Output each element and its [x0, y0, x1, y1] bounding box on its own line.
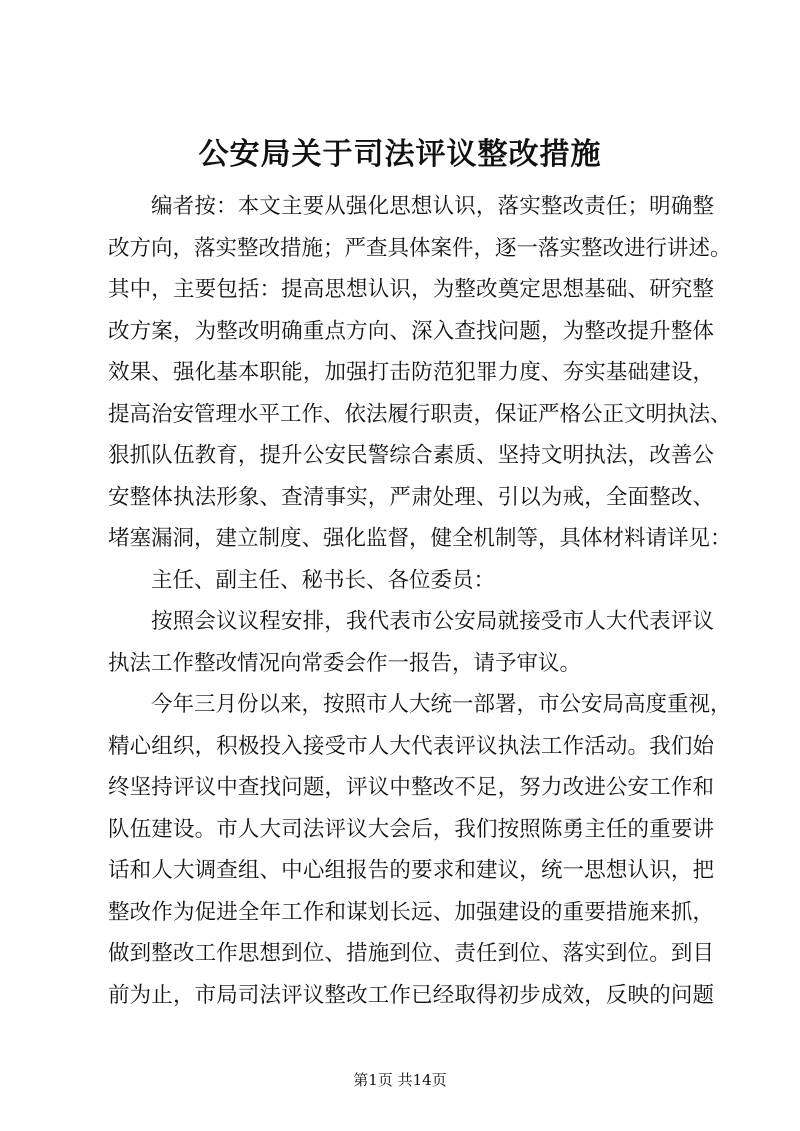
- paragraph-4-line-7: 做到整改工作思想到位、措施到位、责任到位、落实到位。到目: [108, 941, 714, 966]
- document-body: [108, 186, 732, 1016]
- paragraph-1-line-4: 改方案，为整改明确重点方向、深入查找问题，为整改提升整体: [108, 318, 714, 344]
- paragraph-4-line-2: 精心组织，积极投入接受市人大代表评议执法工作活动。我们始: [108, 733, 714, 759]
- paragraph-1-line-7: 狠抓队伍教育，提升公安民警综合素质、坚持文明执法，改善公: [108, 443, 714, 468]
- paragraph-4-line-3: 终坚持评议中查找问题，评议中整改不足，努力改进公安工作和: [108, 775, 714, 800]
- paragraph-2-line-1: 主任、副主任、秘书长、各位委员：: [151, 567, 496, 593]
- paragraph-1-line-9: 堵塞漏洞，建立制度、强化监督，健全机制等，具体材料请详见：: [108, 526, 732, 551]
- paragraph-3-line-1: 按照会议议程安排，我代表市公安局就接受市人大代表评议: [151, 609, 714, 634]
- paragraph-4-line-5: 话和人大调查组、中心组报告的要求和建议，统一思想认识，把: [108, 858, 714, 883]
- paragraph-1-line-5: 效果、强化基本职能，加强打击防范犯罪力度、夯实基础建设，: [108, 360, 714, 385]
- paragraph-4-line-6: 整改作为促进全年工作和谋划长远、加强建设的重要措施来抓，: [108, 899, 714, 925]
- paragraph-1-line-8: 安整体执法形象、查清事实，严肃处理、引以为戒，全面整改、: [108, 484, 714, 510]
- paragraph-1-line-1: 编者按：本文主要从强化思想认识，落实整改责任；明确整: [151, 194, 714, 219]
- paragraph-1-line-6: 提高治安管理水平工作、依法履行职责，保证严格公正文明执法、: [108, 401, 732, 427]
- paragraph-4-line-1: 今年三月份以来，按照市人大统一部署，市公安局高度重视，: [151, 692, 732, 717]
- paragraph-4-line-4: 队伍建设。市人大司法评议大会后，我们按照陈勇主任的重要讲: [108, 816, 714, 842]
- paragraph-1-line-2: 改方向，落实整改措施；严查具体案件，逐一落实整改进行讲述。: [108, 235, 732, 261]
- document-title: 公安局关于司法评议整改措施: [198, 137, 602, 172]
- paragraph-4-line-8: 前为止，市局司法评议整改工作已经取得初步成效，反映的问题: [108, 982, 714, 1008]
- paragraph-3-line-2: 执法工作整改情况向常委会作一报告，请予审议。: [108, 650, 582, 676]
- page-footer: 第1页 共14页: [353, 1071, 447, 1089]
- paragraph-1-line-3: 其中，主要包括：提高思想认识，为整改奠定思想基础、研究整: [108, 277, 714, 302]
